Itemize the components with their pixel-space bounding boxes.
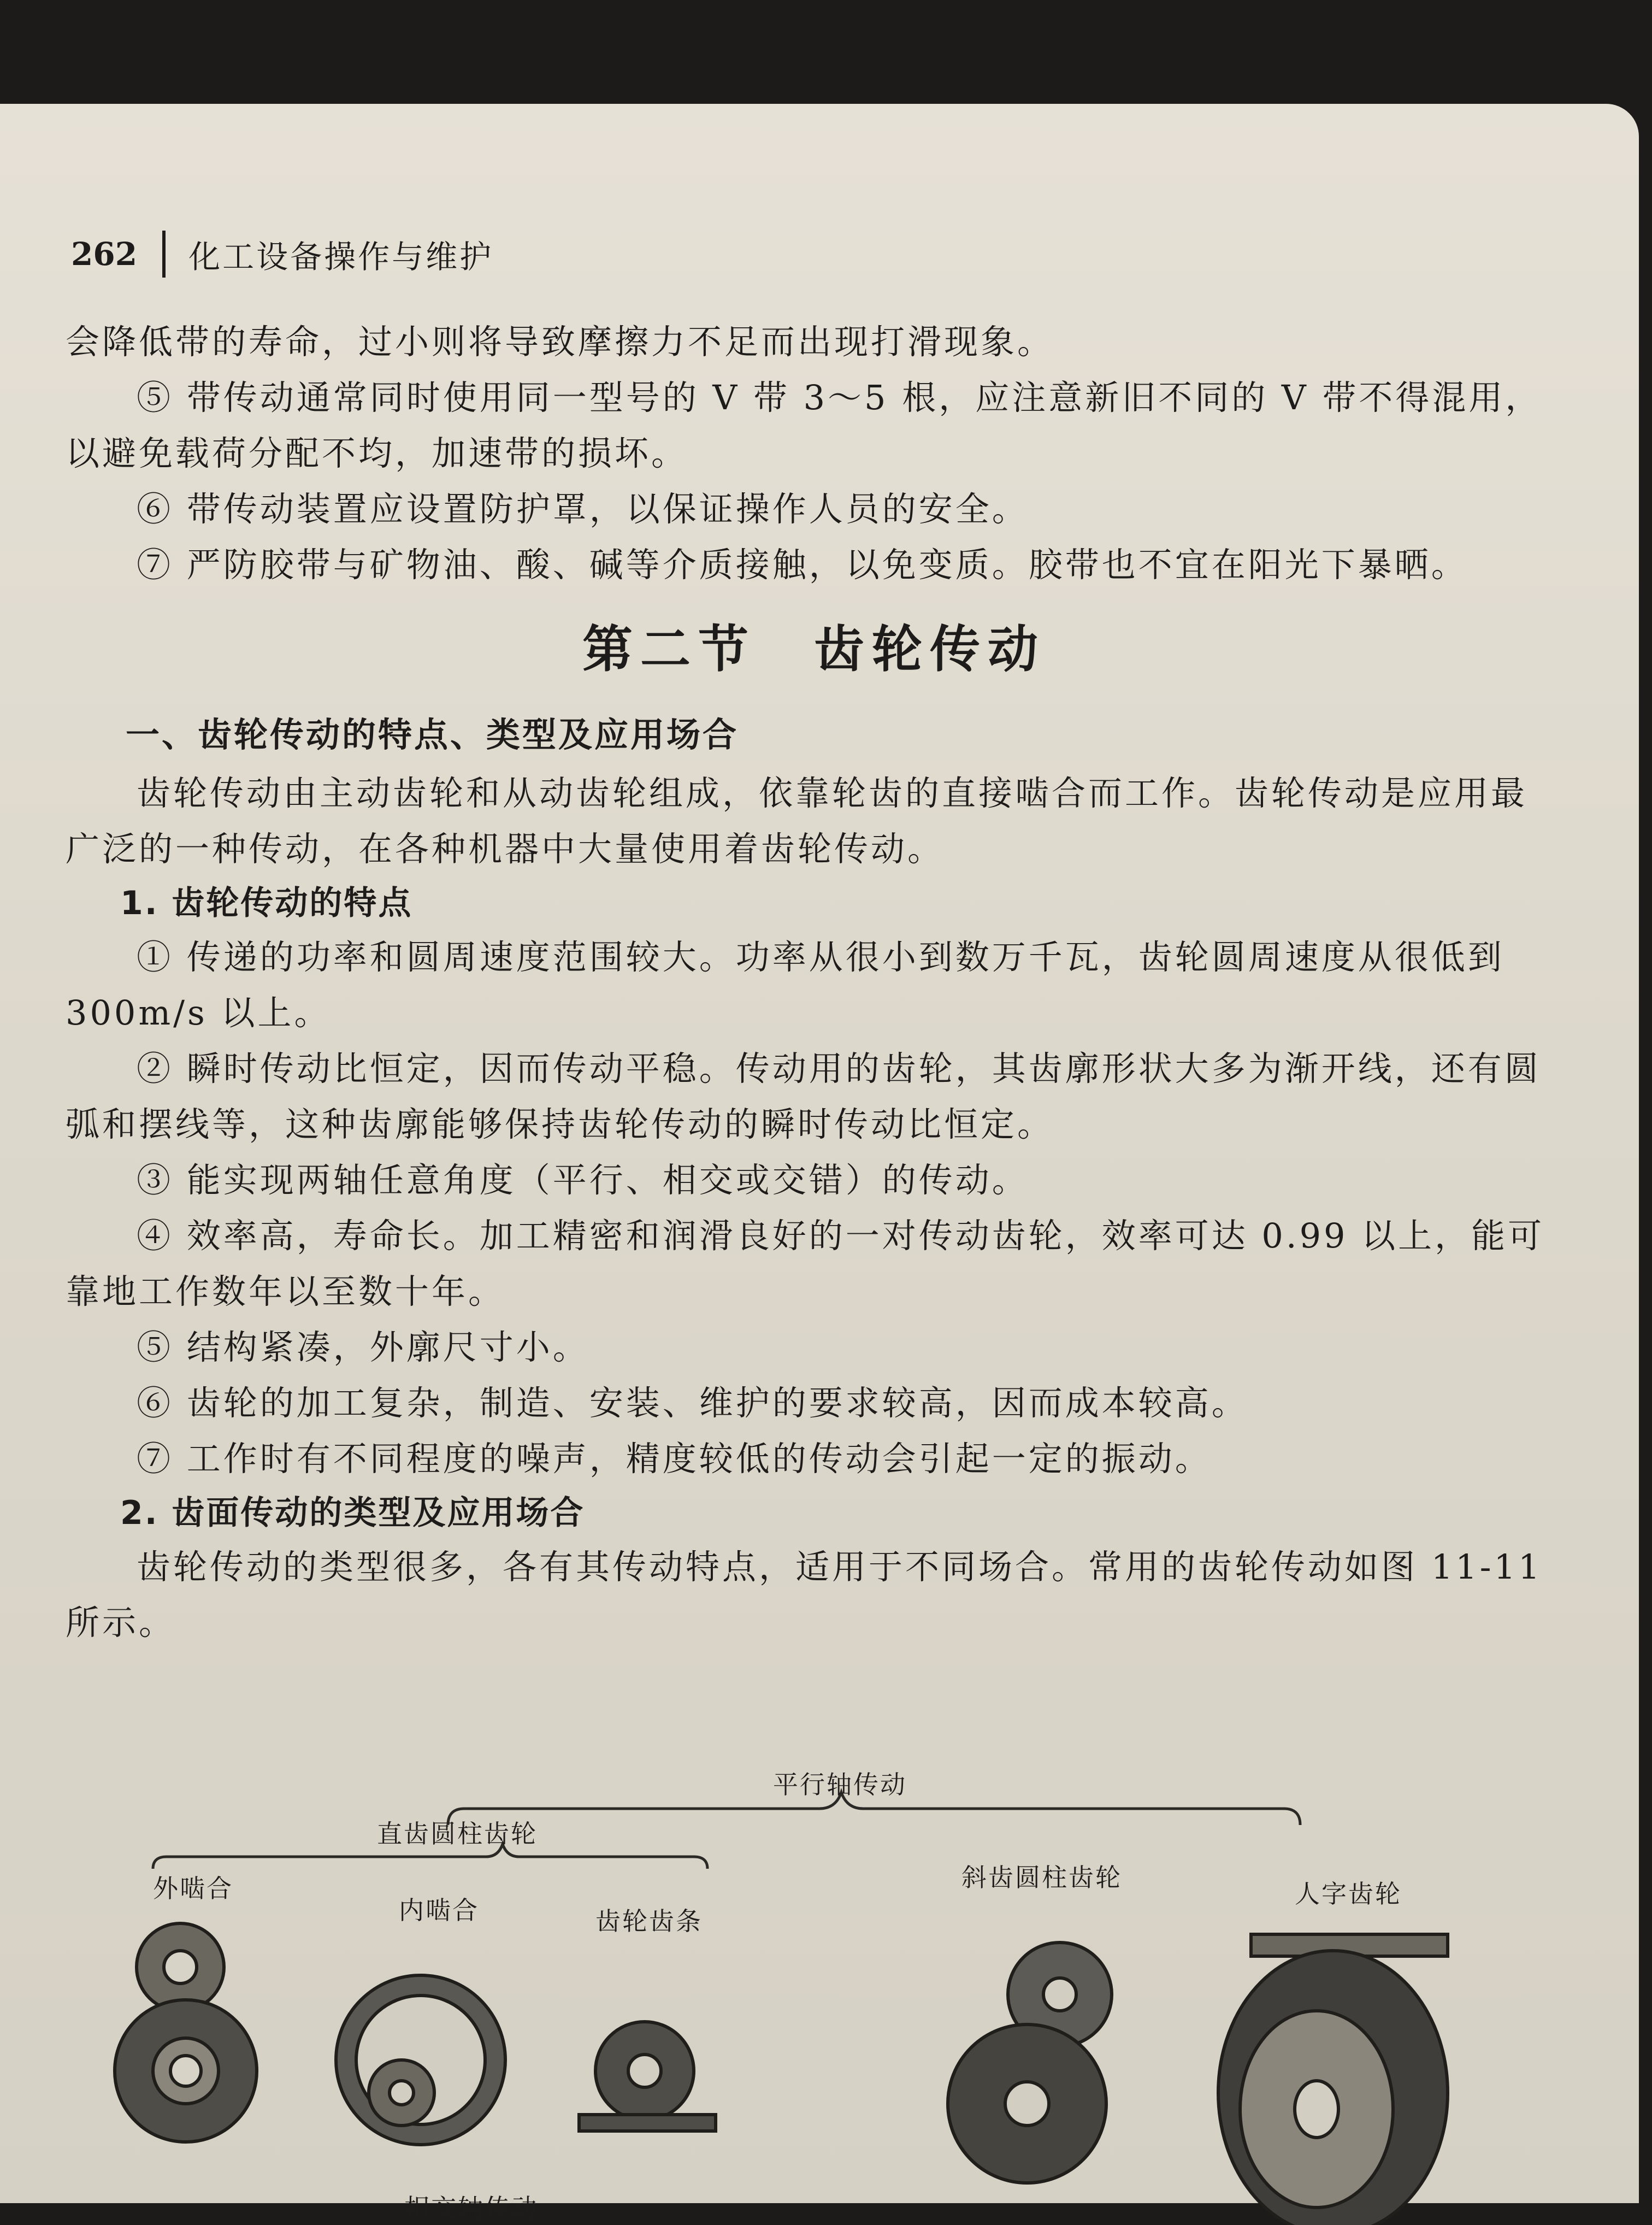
label-parallel-axis: 平行轴传动 xyxy=(773,1770,907,1799)
paragraph: ⑥ 带传动装置应设置防护罩，以保证操作人员的安全。 xyxy=(137,489,1029,529)
rack-pinion xyxy=(579,2022,716,2131)
label-intersecting-axis: 相交轴传动 xyxy=(404,2193,538,2223)
page-number: 262 xyxy=(71,236,138,273)
subheading: 1. 齿轮传动的特点 xyxy=(120,884,413,922)
internal-mesh-gear xyxy=(336,1975,505,2145)
label-herringbone: 人字齿轮 xyxy=(1295,1879,1402,1909)
paragraph: 齿轮传动由主动齿轮和从动齿轮组成，依靠轮齿的直接啮合而工作。齿轮传动是应用最广泛的一种传动，在各种机器中大量使用着齿轮传动。 xyxy=(66,773,1528,869)
page-body xyxy=(66,314,1562,1651)
feature-item: ① 传递的功率和圆周速度范围较大。功率从很小到数万千瓦，齿轮圆周速度从很低到 300m/s 以上。 xyxy=(66,937,1504,1033)
external-mesh-gears xyxy=(115,1923,257,2142)
label-helical: 斜齿圆柱齿轮 xyxy=(961,1863,1122,1892)
paragraph: ⑦ 严防胶带与矿物油、酸、碱等介质接触，以免变质。胶带也不宜在阳光下暴晒。 xyxy=(137,545,1468,585)
paragraph: 会降低带的寿命，过小则将导致摩擦力不足而出现打滑现象。 xyxy=(66,322,1054,362)
feature-item: ⑤ 结构紧凑，外廓尺寸小。 xyxy=(137,1327,589,1367)
page-header xyxy=(71,224,493,284)
label-internal-mesh: 内啮合 xyxy=(399,1896,479,1925)
feature-item: ③ 能实现两轴任意角度（平行、相交或交错）的传动。 xyxy=(137,1160,1029,1200)
header-divider xyxy=(162,231,166,278)
label-rack-pinion: 齿轮齿条 xyxy=(595,1906,703,1936)
figure-drawing xyxy=(0,1765,1639,2225)
heading-1: 一、齿轮传动的特点、类型及应用场合 xyxy=(126,715,739,755)
label-external-mesh: 外啮合 xyxy=(153,1874,233,1903)
feature-item: ④ 效率高，寿命长。加工精密和润滑良好的一对传动齿轮，效率可达 0.99 以上，能可靠地工作数年以至数十年。 xyxy=(66,1216,1545,1311)
label-spur-gear: 直齿圆柱齿轮 xyxy=(377,1819,538,1849)
feature-item: ⑥ 齿轮的加工复杂，制造、安装、维护的要求较高，因而成本较高。 xyxy=(137,1383,1248,1423)
gear-types-figure xyxy=(0,1765,1639,2225)
paragraph: 齿轮传动的类型很多，各有其传动特点，适用于不同场合。常用的齿轮传动如图 11-11 所示。 xyxy=(66,1547,1543,1643)
book-page xyxy=(0,104,1639,2223)
paragraph: ⑤ 带传动通常同时使用同一型号的 V 带 3～5 根，应注意新旧不同的 V 带不得混用，以避免载荷分配不均，加速带的损坏。 xyxy=(66,378,1542,473)
section-title: 第二节 齿轮传动 xyxy=(582,620,1046,679)
herringbone-gear xyxy=(1218,1934,1448,2225)
feature-item: ② 瞬时传动比恒定，因而传动平稳。传动用的齿轮，其齿廓形状大多为渐开线，还有圆弧和摆线等，这种齿廓能够保持齿轮传动的瞬时传动比恒定。 xyxy=(66,1049,1541,1144)
feature-item: ⑦ 工作时有不同程度的噪声，精度较低的传动会引起一定的振动。 xyxy=(137,1439,1212,1479)
subheading: 2. 齿面传动的类型及应用场合 xyxy=(120,1494,585,1532)
book-title: 化工设备操作与维护 xyxy=(188,238,494,275)
helical-gears xyxy=(948,1943,1112,2183)
